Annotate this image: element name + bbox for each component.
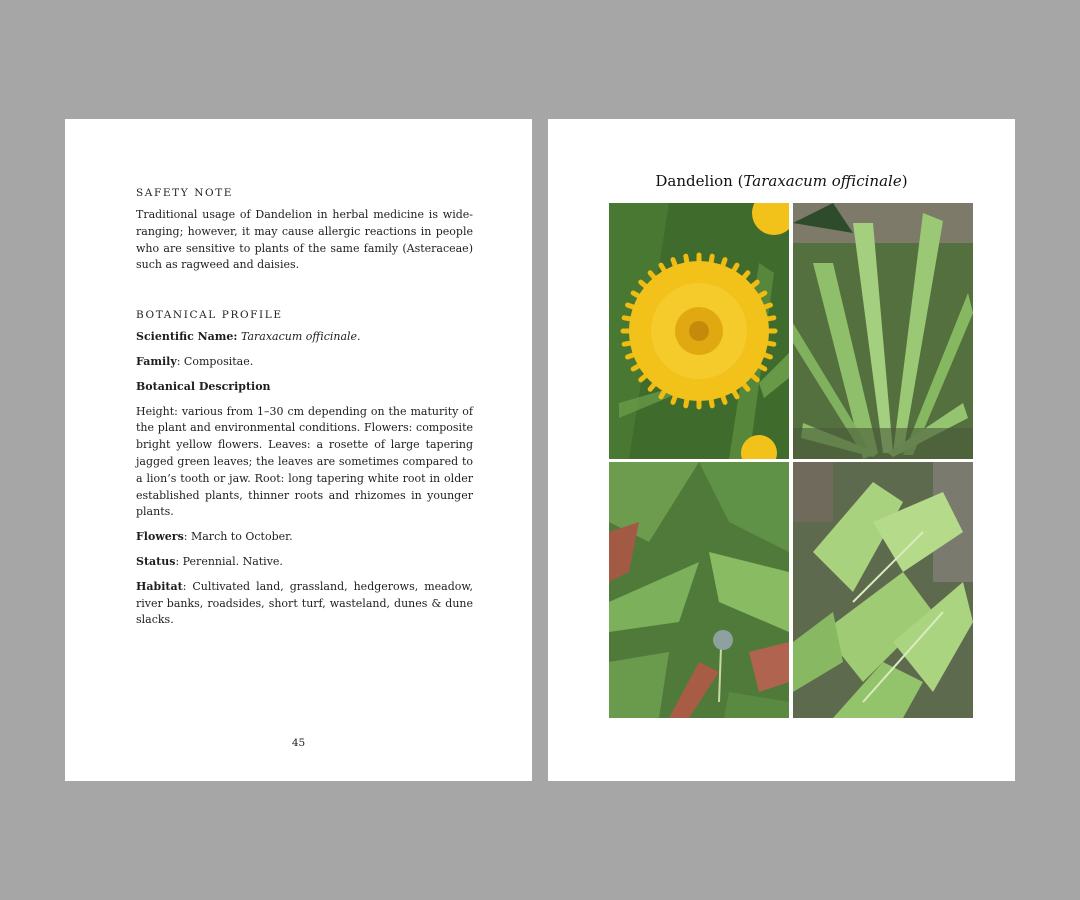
safety-note-text: Traditional usage of Dandelion in herbal medicine is wide-ranging; however, it may cause allergic reactions in people who are sensitive to plants of the same family (Asteraceae) such as ragweed and daisies. [136, 208, 473, 272]
dandelion-leaves-closeup-photo [793, 462, 973, 718]
habitat-line [136, 579, 473, 629]
family-line [136, 354, 473, 371]
right-page [548, 119, 1015, 781]
botanical-profile-heading: BOTANICAL PROFILE [136, 309, 283, 322]
photo-grid [609, 203, 973, 718]
left-page [65, 119, 532, 781]
family-value: : Compositae. [176, 354, 254, 368]
botanical-description-text: Height: various from 1–30 cm depending on the maturity of the plant and environmental conditions. Flowers: composite bright yellow flowers. Leaves: a rosette of large tapering jagged green leaves; the leaves are sometimes compared to a lion’s tooth or jaw. Root: long tapering white root in older established plants, thinner roots and rhizomes in younger plants. [136, 404, 473, 519]
figure-title-common: Dandelion ( [655, 172, 744, 190]
status-line [136, 554, 473, 571]
dandelion-seedhead-among-leaves-photo [609, 462, 789, 718]
botanical-description-heading: Botanical Description [136, 379, 271, 393]
habitat-value: : Cultivated land, grassland, hedgerows, meadow, river banks, roadsides, short turf, wasteland, dunes & dune slacks. [136, 579, 473, 627]
flowers-label: Flowers [136, 530, 184, 544]
botanical-description-line [136, 379, 473, 396]
status-label: Status [136, 554, 176, 568]
page-number: 45 [291, 737, 306, 749]
flowers-line [136, 529, 473, 546]
flowers-value: : March to October. [183, 530, 293, 544]
scientific-name-label: Scientific Name: [136, 330, 238, 344]
safety-note-heading: SAFETY NOTE [136, 187, 234, 199]
figure-title [548, 172, 1015, 190]
scientific-name-value: Taraxacum officinale. [240, 330, 361, 344]
dandelion-flower-photo [609, 203, 789, 459]
figure-title-close: ) [901, 172, 908, 190]
scientific-name-line [136, 329, 473, 346]
dandelion-leaf-rosette-photo [793, 203, 973, 459]
status-value: : Perennial. Native. [175, 554, 283, 568]
left-page-content [136, 187, 473, 637]
family-label: Family [136, 354, 177, 368]
habitat-label: Habitat [136, 579, 183, 593]
figure-title-latin: Taraxacum officinale [743, 172, 902, 190]
